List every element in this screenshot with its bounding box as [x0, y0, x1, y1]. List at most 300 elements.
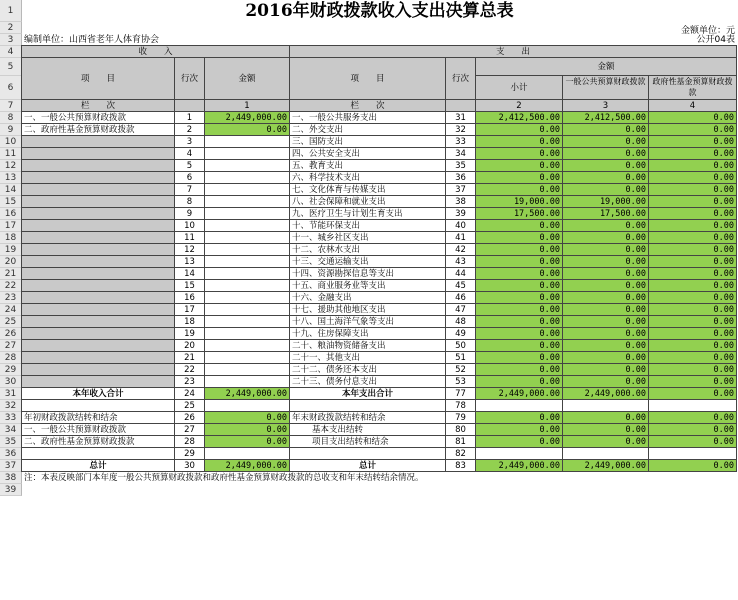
- income-item[interactable]: [22, 364, 175, 376]
- income-row-no: 18: [175, 316, 205, 328]
- table-note: 注：本表反映部门本年度一般公共预算财政拨款和政府性基金预算财政拨款的总收支和年末结转结余情况。: [24, 473, 424, 483]
- row-header: 27: [0, 340, 22, 352]
- expense-row-no: 47: [446, 304, 476, 316]
- income-amount[interactable]: [205, 292, 290, 304]
- expense-subtotal[interactable]: 0.00: [476, 184, 563, 196]
- row-header: 2: [0, 22, 22, 34]
- summary-expense-subtotal[interactable]: 0.00: [476, 436, 563, 448]
- expense-row-no: 40: [446, 220, 476, 232]
- expense-subtotal[interactable]: 17,500.00: [476, 208, 563, 220]
- expense-item[interactable]: 二十二、债务还本支出: [290, 364, 446, 376]
- row-header: 22: [0, 280, 22, 292]
- income-item[interactable]: [22, 136, 175, 148]
- income-amount[interactable]: [205, 148, 290, 160]
- expense-item[interactable]: 十六、金融支出: [290, 292, 446, 304]
- income-amount[interactable]: [205, 352, 290, 364]
- income-row-no: 15: [175, 280, 205, 292]
- income-row-no: 9: [175, 208, 205, 220]
- expense-item[interactable]: 七、文化体育与传媒支出: [290, 184, 446, 196]
- income-header: 收 入: [22, 46, 290, 58]
- expense-row-no: 32: [446, 124, 476, 136]
- subtotal-header: 小计: [476, 76, 563, 100]
- row-header: 31: [0, 388, 22, 400]
- row-header: 3: [0, 34, 22, 46]
- income-row-no: 21: [175, 352, 205, 364]
- income-row-no: 10: [175, 220, 205, 232]
- row-header: 6: [0, 76, 22, 100]
- summary-expense-general[interactable]: 0.00: [563, 412, 649, 424]
- col-blank: [175, 100, 205, 112]
- summary-expense-row-no: 81: [446, 436, 476, 448]
- summary-expense-general[interactable]: [563, 400, 649, 412]
- row-header: 20: [0, 256, 22, 268]
- summary-expense-row-no: 79: [446, 412, 476, 424]
- expense-row-no: 42: [446, 244, 476, 256]
- expense-general[interactable]: 0.00: [563, 124, 649, 136]
- summary-income-item[interactable]: 二、政府性基金预算财政拨款: [22, 436, 175, 448]
- summary-expense-subtotal[interactable]: 0.00: [476, 424, 563, 436]
- row-header: 26: [0, 328, 22, 340]
- expense-general[interactable]: 0.00: [563, 352, 649, 364]
- row-header: 19: [0, 244, 22, 256]
- expense-row-no: 34: [446, 148, 476, 160]
- expense-row-no: 49: [446, 328, 476, 340]
- expense-fund[interactable]: 0.00: [649, 136, 737, 148]
- expense-row-no: 44: [446, 268, 476, 280]
- summary-expense-general[interactable]: 2,449,000.00: [563, 388, 649, 400]
- expense-item[interactable]: 四、公共安全支出: [290, 148, 446, 160]
- summary-expense-row-no: 78: [446, 400, 476, 412]
- income-row-no: 12: [175, 244, 205, 256]
- expense-general[interactable]: 0.00: [563, 160, 649, 172]
- summary-income-item[interactable]: 年初财政拨款结转和结余: [22, 412, 175, 424]
- expense-row-no: 50: [446, 340, 476, 352]
- summary-expense-item[interactable]: 总计: [290, 460, 446, 472]
- expense-fund[interactable]: 0.00: [649, 268, 737, 280]
- row-header: 24: [0, 304, 22, 316]
- expense-subtotal[interactable]: 0.00: [476, 376, 563, 388]
- expense-fund[interactable]: 0.00: [649, 364, 737, 376]
- income-rowno-header: 行次: [175, 58, 205, 100]
- expense-row-no: 48: [446, 316, 476, 328]
- summary-income-row-no: 27: [175, 424, 205, 436]
- expense-item[interactable]: 八、社会保障和就业支出: [290, 196, 446, 208]
- row-header: 7: [0, 100, 22, 112]
- income-amount[interactable]: 2,449,000.00: [205, 112, 290, 124]
- unit-label: 金额单位：元: [680, 26, 735, 36]
- summary-expense-subtotal[interactable]: [476, 400, 563, 412]
- income-amount[interactable]: [205, 280, 290, 292]
- expense-item[interactable]: 六、科学技术支出: [290, 172, 446, 184]
- income-amount[interactable]: [205, 244, 290, 256]
- row-header: 1: [0, 0, 22, 22]
- income-item[interactable]: [22, 184, 175, 196]
- expense-general[interactable]: 0.00: [563, 148, 649, 160]
- income-row-no: 5: [175, 160, 205, 172]
- expense-item[interactable]: 十一、城乡社区支出: [290, 232, 446, 244]
- expense-general[interactable]: 0.00: [563, 232, 649, 244]
- income-item[interactable]: [22, 220, 175, 232]
- expense-row-no: 35: [446, 160, 476, 172]
- summary-income-row-no: 24: [175, 388, 205, 400]
- expense-fund[interactable]: 0.00: [649, 148, 737, 160]
- expense-row-no: 39: [446, 208, 476, 220]
- summary-income-amount[interactable]: [205, 400, 290, 412]
- expense-item[interactable]: 二、外交支出: [290, 124, 446, 136]
- expense-general[interactable]: 0.00: [563, 220, 649, 232]
- summary-income-row-no: 25: [175, 400, 205, 412]
- summary-income-item[interactable]: [22, 400, 175, 412]
- summary-income-amount[interactable]: [205, 448, 290, 460]
- row-header: 23: [0, 292, 22, 304]
- row-header: 29: [0, 364, 22, 376]
- expense-item[interactable]: 十、节能环保支出: [290, 220, 446, 232]
- income-amount[interactable]: [205, 256, 290, 268]
- expense-amount-header: 金额: [476, 58, 737, 76]
- expense-fund[interactable]: 0.00: [649, 304, 737, 316]
- income-amount[interactable]: [205, 232, 290, 244]
- income-row-no: 4: [175, 148, 205, 160]
- expense-fund[interactable]: 0.00: [649, 340, 737, 352]
- expense-general[interactable]: 0.00: [563, 376, 649, 388]
- summary-income-row-no: 30: [175, 460, 205, 472]
- summary-income-amount[interactable]: 0.00: [205, 436, 290, 448]
- expense-subtotal[interactable]: 0.00: [476, 220, 563, 232]
- row-header: 14: [0, 184, 22, 196]
- expense-fund[interactable]: 0.00: [649, 220, 737, 232]
- income-item[interactable]: [22, 268, 175, 280]
- expense-subtotal[interactable]: 0.00: [476, 364, 563, 376]
- expense-general[interactable]: 0.00: [563, 280, 649, 292]
- summary-expense-general[interactable]: 2,449,000.00: [563, 460, 649, 472]
- expense-fund[interactable]: 0.00: [649, 280, 737, 292]
- summary-income-amount[interactable]: 2,449,000.00: [205, 388, 290, 400]
- expense-fund[interactable]: 0.00: [649, 208, 737, 220]
- income-amount[interactable]: [205, 208, 290, 220]
- row-header: 17: [0, 220, 22, 232]
- income-item[interactable]: [22, 304, 175, 316]
- expense-fund[interactable]: 0.00: [649, 160, 737, 172]
- income-item[interactable]: [22, 148, 175, 160]
- summary-income-amount[interactable]: 0.00: [205, 412, 290, 424]
- col-label-expense: 栏 次: [290, 100, 446, 112]
- income-item[interactable]: [22, 376, 175, 388]
- income-amount[interactable]: [205, 184, 290, 196]
- col-2: 2: [476, 100, 563, 112]
- row-header: 39: [0, 484, 22, 496]
- expense-row-no: 51: [446, 352, 476, 364]
- income-amount[interactable]: [205, 160, 290, 172]
- expense-general[interactable]: 0.00: [563, 340, 649, 352]
- summary-expense-fund[interactable]: [649, 400, 737, 412]
- expense-row-no: 52: [446, 364, 476, 376]
- expense-row-no: 43: [446, 256, 476, 268]
- expense-subtotal[interactable]: 0.00: [476, 244, 563, 256]
- summary-expense-row-no: 83: [446, 460, 476, 472]
- col-1: 1: [205, 100, 290, 112]
- income-item[interactable]: [22, 196, 175, 208]
- gov-fund-header: 政府性基金预算财政拨款: [649, 76, 737, 100]
- income-amount[interactable]: [205, 196, 290, 208]
- expense-fund[interactable]: 0.00: [649, 184, 737, 196]
- expense-fund[interactable]: 0.00: [649, 124, 737, 136]
- expense-subtotal[interactable]: 0.00: [476, 328, 563, 340]
- income-item[interactable]: [22, 316, 175, 328]
- expense-fund[interactable]: 0.00: [649, 112, 737, 124]
- income-amount[interactable]: [205, 304, 290, 316]
- summary-expense-general[interactable]: [563, 448, 649, 460]
- income-row-no: 6: [175, 172, 205, 184]
- income-item[interactable]: [22, 232, 175, 244]
- expense-fund[interactable]: 0.00: [649, 292, 737, 304]
- summary-expense-subtotal[interactable]: 2,449,000.00: [476, 388, 563, 400]
- summary-expense-fund[interactable]: 0.00: [649, 424, 737, 436]
- expense-subtotal[interactable]: 0.00: [476, 304, 563, 316]
- expense-fund[interactable]: 0.00: [649, 244, 737, 256]
- expense-row-no: 31: [446, 112, 476, 124]
- row-header: 15: [0, 196, 22, 208]
- expense-item[interactable]: 十二、农林水支出: [290, 244, 446, 256]
- income-amount[interactable]: [205, 364, 290, 376]
- income-row-no: 3: [175, 136, 205, 148]
- summary-income-row-no: 26: [175, 412, 205, 424]
- row-header: 12: [0, 160, 22, 172]
- expense-subtotal[interactable]: 0.00: [476, 340, 563, 352]
- row-header: 35: [0, 436, 22, 448]
- expense-subtotal[interactable]: 0.00: [476, 232, 563, 244]
- income-amount[interactable]: 0.00: [205, 124, 290, 136]
- summary-income-item[interactable]: [22, 448, 175, 460]
- income-row-no: 2: [175, 124, 205, 136]
- expense-item[interactable]: 十九、住房保障支出: [290, 328, 446, 340]
- col-4: 4: [649, 100, 737, 112]
- expense-row-no: 38: [446, 196, 476, 208]
- row-header: 21: [0, 268, 22, 280]
- row-header: 16: [0, 208, 22, 220]
- summary-expense-subtotal[interactable]: [476, 448, 563, 460]
- income-item[interactable]: 一、一般公共预算财政拨款: [22, 112, 175, 124]
- expense-general[interactable]: 2,412,500.00: [563, 112, 649, 124]
- expense-row-no: 53: [446, 376, 476, 388]
- income-amount[interactable]: [205, 220, 290, 232]
- expense-rowno-header: 行次: [446, 58, 476, 100]
- expense-subtotal[interactable]: 0.00: [476, 292, 563, 304]
- income-amount-header: 金额: [205, 58, 290, 100]
- income-amount[interactable]: [205, 316, 290, 328]
- org-label: 编制单位：山西省老年人体育协会: [24, 35, 160, 45]
- row-header: 36: [0, 448, 22, 460]
- expense-general[interactable]: 0.00: [563, 328, 649, 340]
- summary-expense-fund[interactable]: 0.00: [649, 412, 737, 424]
- expense-general[interactable]: 17,500.00: [563, 208, 649, 220]
- summary-income-item[interactable]: 总计: [22, 460, 175, 472]
- expense-row-no: 41: [446, 232, 476, 244]
- row-header: 18: [0, 232, 22, 244]
- summary-expense-item[interactable]: 基本支出结转: [290, 424, 446, 436]
- expense-fund[interactable]: 0.00: [649, 352, 737, 364]
- income-amount[interactable]: [205, 340, 290, 352]
- expense-subtotal[interactable]: 2,412,500.00: [476, 112, 563, 124]
- expense-general[interactable]: 0.00: [563, 316, 649, 328]
- summary-expense-item[interactable]: [290, 448, 446, 460]
- expense-fund[interactable]: 0.00: [649, 232, 737, 244]
- expense-item-header: 项 目: [290, 58, 446, 100]
- income-row-no: 7: [175, 184, 205, 196]
- income-item[interactable]: [22, 328, 175, 340]
- income-row-no: 8: [175, 196, 205, 208]
- income-item[interactable]: [22, 256, 175, 268]
- expense-item[interactable]: 二十三、债务付息支出: [290, 376, 446, 388]
- income-item[interactable]: [22, 280, 175, 292]
- summary-income-item[interactable]: 一、一般公共预算财政拨款: [22, 424, 175, 436]
- expense-general[interactable]: 0.00: [563, 256, 649, 268]
- income-item-header: 项 目: [22, 58, 175, 100]
- expense-fund[interactable]: 0.00: [649, 328, 737, 340]
- income-item[interactable]: 二、政府性基金预算财政拨款: [22, 124, 175, 136]
- row-header: 38: [0, 472, 22, 484]
- expense-item[interactable]: 九、医疗卫生与计划生育支出: [290, 208, 446, 220]
- income-item[interactable]: [22, 160, 175, 172]
- income-amount[interactable]: [205, 376, 290, 388]
- expense-row-no: 46: [446, 292, 476, 304]
- row-header: 37: [0, 460, 22, 472]
- expense-general[interactable]: 0.00: [563, 172, 649, 184]
- expense-general[interactable]: 0.00: [563, 268, 649, 280]
- expense-item[interactable]: 二十、粮油物资储备支出: [290, 340, 446, 352]
- expense-row-no: 33: [446, 136, 476, 148]
- income-row-no: 20: [175, 340, 205, 352]
- row-header: 13: [0, 172, 22, 184]
- expense-general[interactable]: 0.00: [563, 184, 649, 196]
- summary-expense-item[interactable]: 年末财政拨款结转和结余: [290, 412, 446, 424]
- income-row-no: 17: [175, 304, 205, 316]
- summary-income-item[interactable]: 本年收入合计: [22, 388, 175, 400]
- row-header: 9: [0, 124, 22, 136]
- expense-fund[interactable]: 0.00: [649, 172, 737, 184]
- summary-expense-row-no: 80: [446, 424, 476, 436]
- expense-general[interactable]: 0.00: [563, 244, 649, 256]
- income-row-no: 11: [175, 232, 205, 244]
- summary-expense-fund[interactable]: 0.00: [649, 436, 737, 448]
- expense-item[interactable]: 三、国防支出: [290, 136, 446, 148]
- expense-general[interactable]: 0.00: [563, 292, 649, 304]
- row-header: 11: [0, 148, 22, 160]
- summary-expense-subtotal[interactable]: 0.00: [476, 412, 563, 424]
- summary-expense-fund[interactable]: 0.00: [649, 388, 737, 400]
- expense-general[interactable]: 19,000.00: [563, 196, 649, 208]
- summary-income-row-no: 29: [175, 448, 205, 460]
- row-header: 10: [0, 136, 22, 148]
- summary-income-row-no: 28: [175, 436, 205, 448]
- summary-expense-general[interactable]: 0.00: [563, 436, 649, 448]
- col-3: 3: [563, 100, 649, 112]
- summary-expense-item[interactable]: [290, 400, 446, 412]
- form-number: 公开04表: [696, 35, 735, 45]
- expense-item[interactable]: 十五、商业服务业等支出: [290, 280, 446, 292]
- expense-subtotal[interactable]: 0.00: [476, 280, 563, 292]
- expense-row-no: 36: [446, 172, 476, 184]
- summary-expense-fund[interactable]: [649, 448, 737, 460]
- expense-fund[interactable]: 0.00: [649, 256, 737, 268]
- expense-general[interactable]: 0.00: [563, 364, 649, 376]
- summary-expense-subtotal[interactable]: 2,449,000.00: [476, 460, 563, 472]
- expense-item[interactable]: 二十一、其他支出: [290, 352, 446, 364]
- row-header: 28: [0, 352, 22, 364]
- expense-subtotal[interactable]: 0.00: [476, 172, 563, 184]
- col-label-income: 栏 次: [22, 100, 175, 112]
- row-header: 32: [0, 400, 22, 412]
- expense-subtotal[interactable]: 0.00: [476, 136, 563, 148]
- row-header: 4: [0, 46, 22, 58]
- income-row-no: 23: [175, 376, 205, 388]
- summary-expense-fund[interactable]: 0.00: [649, 460, 737, 472]
- income-amount[interactable]: [205, 268, 290, 280]
- expense-row-no: 45: [446, 280, 476, 292]
- row-header: 34: [0, 424, 22, 436]
- income-row-no: 13: [175, 256, 205, 268]
- expense-item[interactable]: 一、一般公共服务支出: [290, 112, 446, 124]
- income-item[interactable]: [22, 244, 175, 256]
- income-row-no: 1: [175, 112, 205, 124]
- expense-row-no: 37: [446, 184, 476, 196]
- expense-subtotal[interactable]: 0.00: [476, 316, 563, 328]
- income-row-no: 22: [175, 364, 205, 376]
- expense-subtotal[interactable]: 0.00: [476, 256, 563, 268]
- expense-fund[interactable]: 0.00: [649, 196, 737, 208]
- income-amount[interactable]: [205, 328, 290, 340]
- expense-item[interactable]: 十八、国土海洋气象等支出: [290, 316, 446, 328]
- expense-general[interactable]: 0.00: [563, 136, 649, 148]
- income-item[interactable]: [22, 352, 175, 364]
- summary-expense-row-no: 77: [446, 388, 476, 400]
- expense-subtotal[interactable]: 0.00: [476, 160, 563, 172]
- row-header: 5: [0, 58, 22, 76]
- summary-income-amount[interactable]: 0.00: [205, 424, 290, 436]
- row-header: 25: [0, 316, 22, 328]
- expense-header: 支 出: [290, 46, 737, 58]
- expense-subtotal[interactable]: 19,000.00: [476, 196, 563, 208]
- summary-expense-general[interactable]: 0.00: [563, 424, 649, 436]
- income-item[interactable]: [22, 172, 175, 184]
- summary-income-amount[interactable]: 2,449,000.00: [205, 460, 290, 472]
- row-header: 33: [0, 412, 22, 424]
- expense-item[interactable]: 五、教育支出: [290, 160, 446, 172]
- expense-subtotal[interactable]: 0.00: [476, 148, 563, 160]
- income-item[interactable]: [22, 292, 175, 304]
- row-header: 30: [0, 376, 22, 388]
- income-row-no: 14: [175, 268, 205, 280]
- expense-item[interactable]: 十七、援助其他地区支出: [290, 304, 446, 316]
- income-item[interactable]: [22, 208, 175, 220]
- income-amount[interactable]: [205, 136, 290, 148]
- expense-general[interactable]: 0.00: [563, 304, 649, 316]
- income-item[interactable]: [22, 340, 175, 352]
- expense-fund[interactable]: 0.00: [649, 376, 737, 388]
- expense-subtotal[interactable]: 0.00: [476, 124, 563, 136]
- summary-expense-item[interactable]: 项目支出结转和结余: [290, 436, 446, 448]
- expense-item[interactable]: 十四、资源勘探信息等支出: [290, 268, 446, 280]
- expense-fund[interactable]: 0.00: [649, 316, 737, 328]
- summary-expense-item[interactable]: 本年支出合计: [290, 388, 446, 400]
- expense-subtotal[interactable]: 0.00: [476, 268, 563, 280]
- income-row-no: 16: [175, 292, 205, 304]
- expense-subtotal[interactable]: 0.00: [476, 352, 563, 364]
- income-row-no: 19: [175, 328, 205, 340]
- expense-item[interactable]: 十三、交通运输支出: [290, 256, 446, 268]
- general-budget-header: 一般公共预算财政拨款: [563, 76, 649, 100]
- income-amount[interactable]: [205, 172, 290, 184]
- col-blank: [446, 100, 476, 112]
